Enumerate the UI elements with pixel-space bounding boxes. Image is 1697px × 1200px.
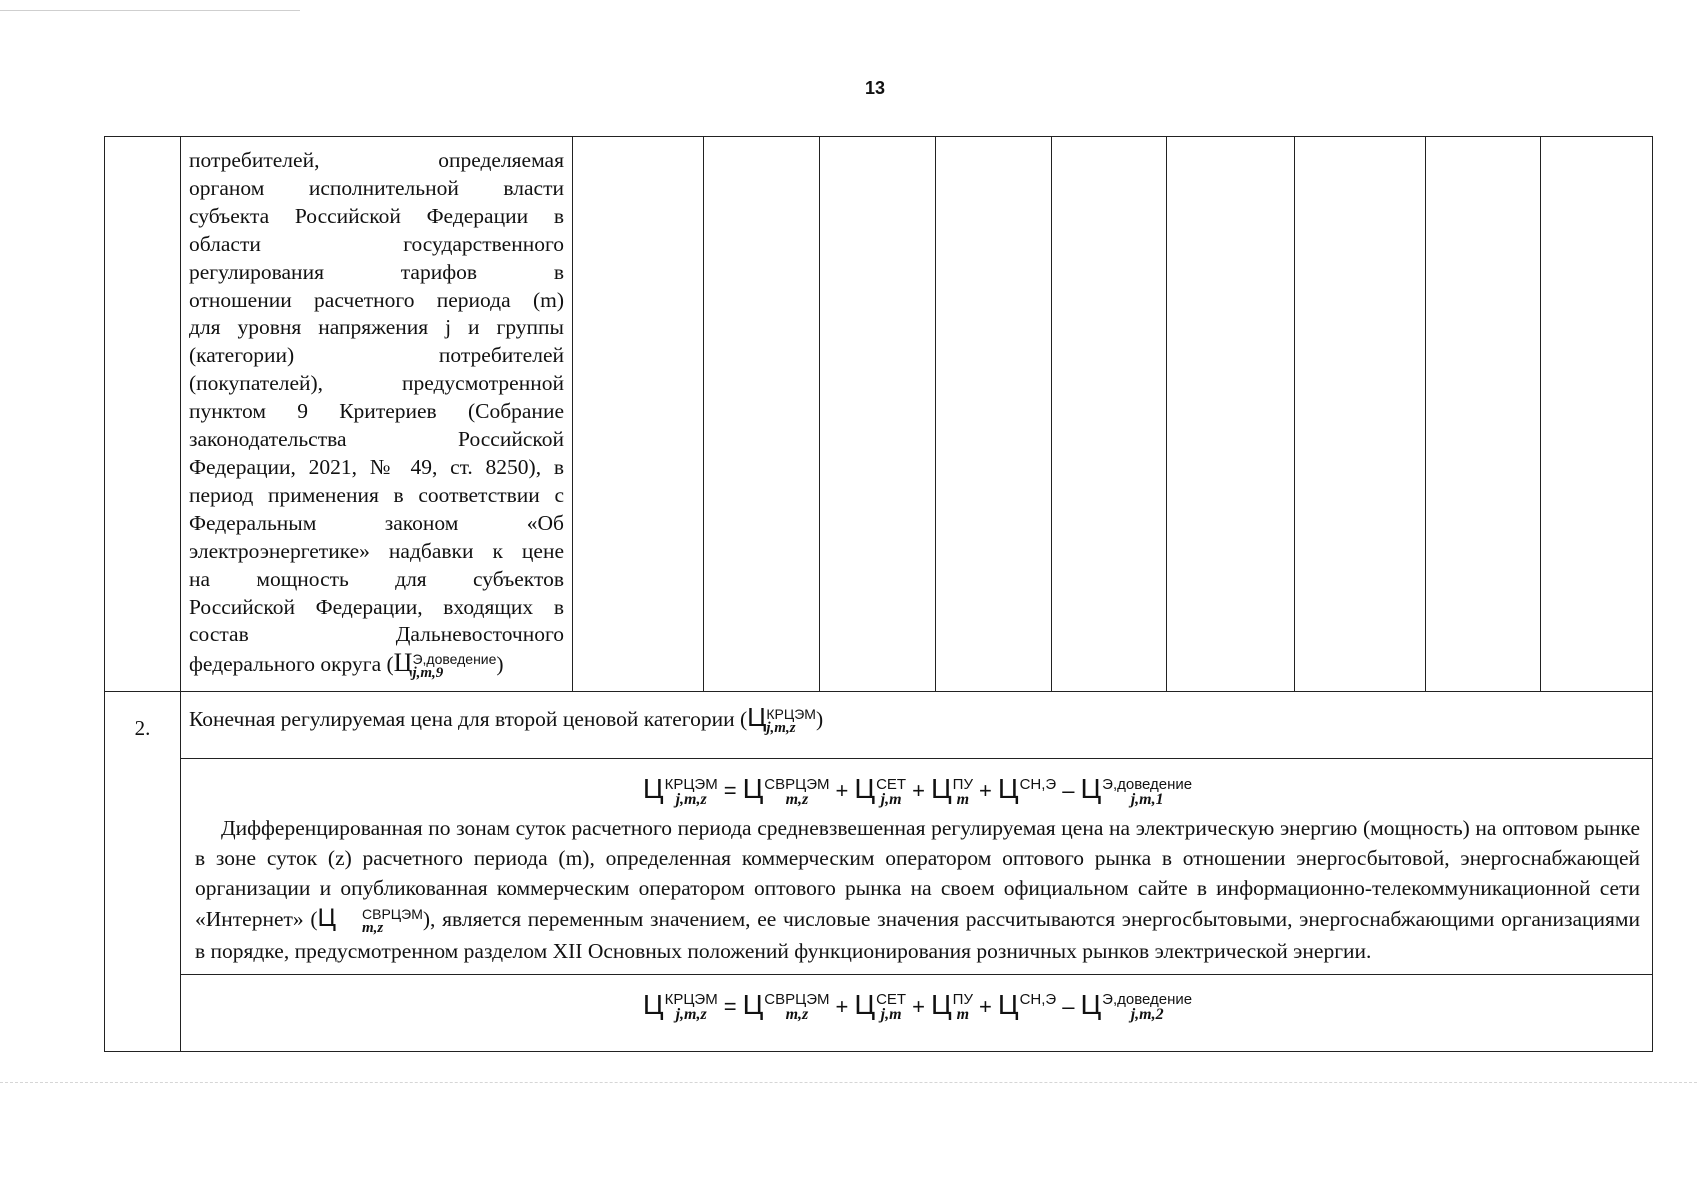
tariff-table [104, 136, 1653, 1052]
description-line: на мощность для субъектов [189, 566, 564, 591]
formula-term: Ц СН,Э [997, 988, 1057, 1020]
formula-operator: + [835, 778, 849, 803]
formula-operator: + [978, 993, 992, 1019]
value-cell [573, 137, 704, 692]
description-line: потребителей, определяемая [189, 148, 564, 172]
formula-operator: + [835, 993, 849, 1019]
table-row-continuation [105, 137, 1653, 692]
value-cell [1167, 137, 1295, 692]
formula-operator: – [1062, 993, 1075, 1019]
description-line: период применения в соответствии с [189, 482, 564, 507]
value-cell [1052, 137, 1167, 692]
description-line: (категории) потребителей [189, 343, 564, 368]
formula-operator: + [912, 778, 925, 803]
description-line: для уровня напряжения j и группы [189, 315, 564, 340]
description-line: Федеральным законом «Об [189, 510, 564, 535]
scan-edge-line [0, 1082, 1697, 1083]
description-line: электроэнергетике» надбавки к цене [189, 538, 564, 563]
table-row-formula-1 [105, 759, 1653, 975]
description-line: субъекта Российской Федерации в [189, 203, 564, 228]
value-cell [820, 137, 936, 692]
page-number: 13 [864, 78, 886, 98]
description-line: (покупателей), предусмотренной [189, 371, 564, 396]
table-row-formula-2 [105, 974, 1653, 1051]
description-cell [181, 137, 573, 692]
description-lines [189, 147, 564, 649]
description-line: состав Дальневосточного [189, 622, 564, 647]
formula-term: Ц ПУ m [930, 988, 973, 1024]
formula-term: Ц Э,доведение j,m,2 [1080, 988, 1193, 1024]
category-title: Конечная регулируемая цена для второй ценовой категории (Ц КРЦЭМ j,m,z ) [181, 692, 1653, 759]
value-cell [704, 137, 820, 692]
table-row-section-2 [105, 692, 1653, 759]
formula-explanation: Дифференцированная по зонам суток расчетного периода средневзвешенная регулируемая цена на электрическую энергию (мощность) на оптовом рынке в зоне суток (z) расчетного периода (m), определенная коммерческим оператором оптового рынка в отношении энергосбытовой, энергоснабжающей организации и опубликованная коммерческим оператором оптового рынка на своем официальном сайте в информационно-телекоммуникационной сети «Интернет» (Ц СВРЦЭМ m,z ), является переменным значением, ее числовые значения рассчитываются энергосбытовыми, энергоснабжающими организациями в порядке, предусмотренном разделом XII Основных положений функционирования розничных рынков электрической энергии. [195, 816, 1640, 963]
description-line: законодательства Российской [189, 427, 564, 452]
row-number-cell-empty [105, 137, 181, 692]
formula-2 [195, 983, 1640, 1029]
formula-term: Ц СН,Э [997, 773, 1057, 804]
formula-operator: + [912, 993, 925, 1019]
description-line: регулирования тарифов в [189, 259, 564, 284]
formula-term: Ц КРЦЭМ j,m,z [642, 988, 718, 1024]
formula-term: Ц СВРЦЭМ m,z [742, 773, 830, 808]
formula-term: Ц ПУ m [930, 773, 973, 808]
scan-edge-line [0, 10, 300, 11]
description-line: Федерации, 2021, № 49, ст. 8250), в [189, 454, 564, 479]
value-cell [1295, 137, 1426, 692]
formula-term: Ц СЕТ j,m [854, 773, 907, 808]
formula-operator: + [978, 778, 992, 803]
formula-term: Ц СЕТ j,m [854, 988, 907, 1024]
value-cell [1426, 137, 1541, 692]
formula-term: Ц КРЦЭМ j,m,z [642, 773, 718, 808]
formula-1 [195, 767, 1640, 813]
formula-term: Ц СВРЦЭМ m,z [742, 988, 830, 1024]
value-cell [936, 137, 1052, 692]
formula-description-cell [181, 759, 1653, 975]
formula-operator: – [1062, 778, 1075, 803]
formula-term: Ц Э,доведение j,m,1 [1080, 773, 1193, 808]
description-line: органом исполнительной власти [189, 175, 564, 200]
row-number-cell: 2. [105, 692, 181, 1052]
formula-operator: = [723, 993, 737, 1019]
formula-2-cell [181, 974, 1653, 1051]
description-line: области государственного [189, 231, 564, 256]
value-cell [1541, 137, 1653, 692]
description-line: отношении расчетного периода (m) [189, 287, 564, 312]
formula-operator: = [723, 778, 737, 803]
description-last-line: федерального округа (Ц Э,доведение j,m,9 ) [189, 648, 504, 681]
description-line: пунктом 9 Критериев (Собрание [189, 399, 564, 424]
description-line: Российской Федерации, входящих в [189, 594, 564, 619]
